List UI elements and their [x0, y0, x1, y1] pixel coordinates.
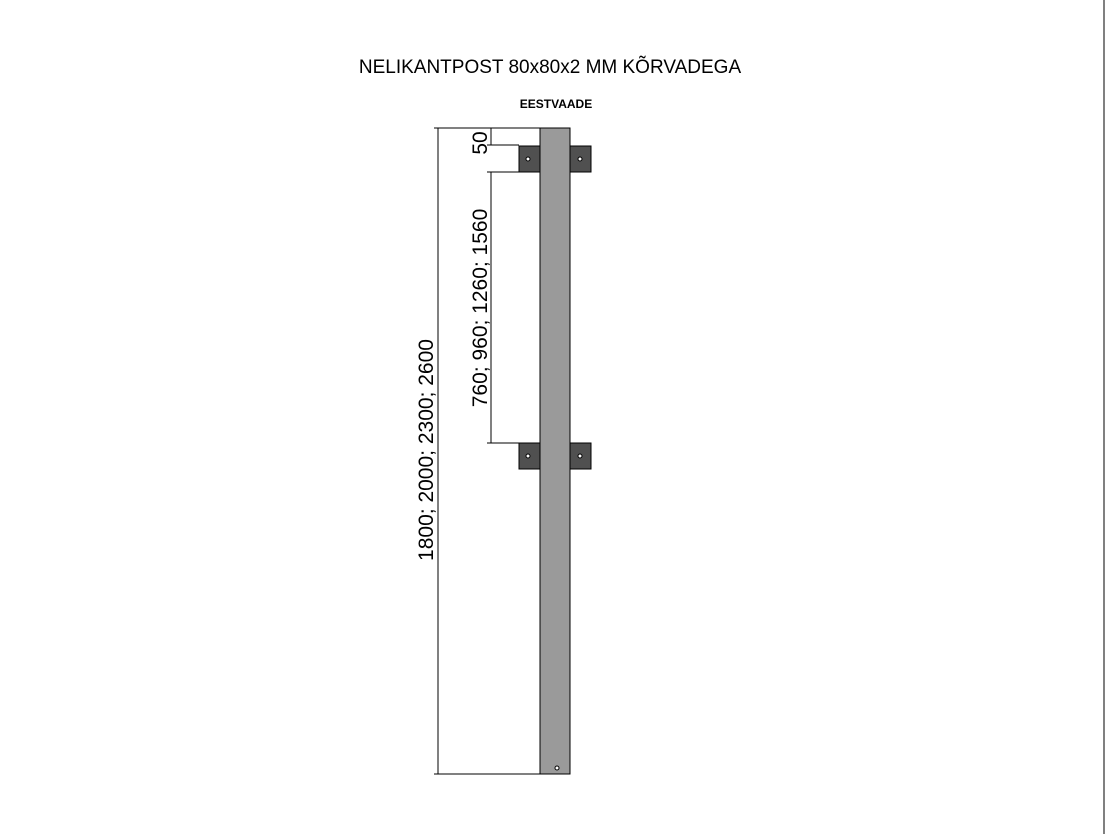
top-offset-label: 50 — [469, 131, 492, 155]
ear-hole — [578, 454, 582, 458]
ear-spacing-label: 760; 960; 1260; 1560 — [469, 208, 492, 408]
drawing-title: NELIKANTPOST 80x80x2 MM KÕRVADEGA — [358, 57, 742, 78]
ear-hole — [526, 454, 530, 458]
square-post — [540, 128, 570, 774]
view-label: EESTVAADE — [519, 97, 593, 111]
ear-spacing-dimension — [469, 172, 519, 443]
ear-hole — [578, 157, 582, 161]
ear-hole — [526, 157, 530, 161]
post-bottom-hole — [555, 766, 559, 770]
top-offset-dimension — [469, 128, 519, 155]
total-height-label: 1800; 2000; 2300; 2600 — [415, 339, 438, 561]
